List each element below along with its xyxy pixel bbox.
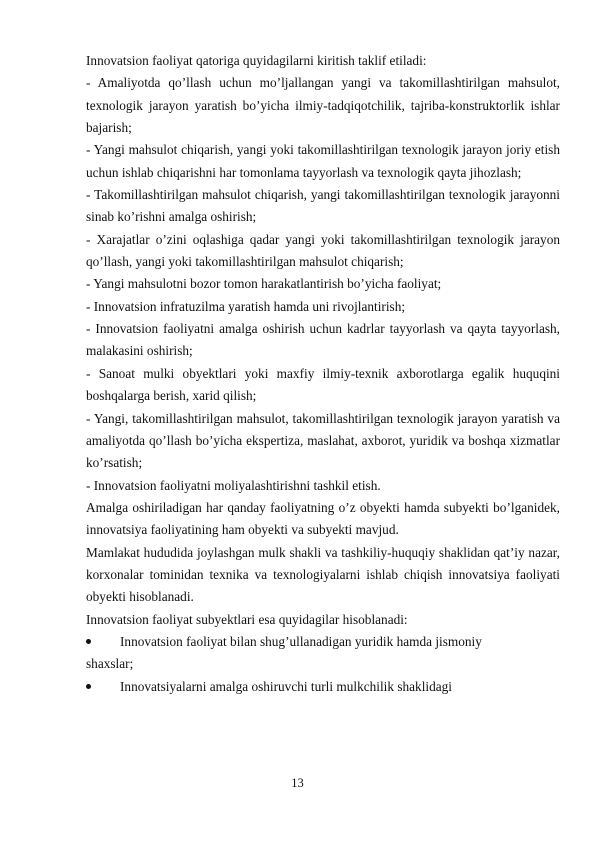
list-item: - Yangi mahsulotni bozor tomon harakatlantirish bo’yicha faoliyat;	[86, 276, 442, 292]
paragraph-object-subject: Amalga oshiriladigan har qanday faoliyatning o’z obyekti hamda subyekti bo’lganidek, innovatsiya faoliyatining ham obyekti va subyekti mavjud.	[86, 499, 560, 538]
bullet-icon	[86, 639, 91, 644]
bullet-item	[86, 676, 560, 698]
document-body	[86, 50, 560, 698]
list-item: - Yangi mahsulot chiqarish, yangi yoki takomillashtirilgan texnologik jarayon joriy etish uchun ishlab chiqarishni har tomonlama tayyorlash va texnologik qayta jihozlash;	[86, 142, 560, 180]
list-item: - Sanoat mulki obyektlari yoki maxfiy ilmiy-texnik axborotlarga egalik huquqini boshqalarga berish, xarid qilish;	[86, 365, 560, 404]
list-item: - Takomillashtirilgan mahsulot chiqarish, yangi takomillashtirilgan texnologik jarayonni sinab ko’rishni amalga oshirish;	[86, 187, 560, 225]
bullet-icon	[86, 684, 91, 689]
paragraph-subjects-intro: Innovatsion faoliyat subyektlari esa quyidagilar hisoblanadi:	[86, 611, 408, 627]
list-item: - Innovatsion faoliyatni amalga oshirish uchun kadrlar tayyorlash va qayta tayyorlash, malakasini oshirish;	[86, 321, 560, 359]
list-item: - Amaliyotda qo’llash uchun mo’ljallangan yangi va takomillashtirilgan mahsulot, texnologik jarayon yaratish bo’yicha ilmiy-tadqiqotchilik, tajriba-konstruktorlik ishlar bajarish;	[86, 75, 560, 136]
bullet-item	[86, 631, 560, 653]
list-item: - Innovatsion faoliyatni moliyalashtirishni tashkil etish.	[86, 477, 381, 493]
paragraph-intro: Innovatsion faoliyat qatoriga quyidagilarni kiritish taklif etiladi:	[86, 53, 427, 68]
list-item: - Yangi, takomillashtirilgan mahsulot, takomillashtirilgan texnologik jarayon yaratish va amaliyotda qo’llash bo’yicha ekspertiza, maslahat, axborot, yuridik va boshqa xizmatlar ko’rsatish;	[86, 410, 560, 471]
bullet-text: Innovatsion faoliyat bilan shug’ullanadigan yuridik hamda jismoniy	[120, 633, 482, 649]
list-item: - Xarajatlar o’zini oqlashiga qadar yangi yoki takomillashtirilgan texnologik jarayon qo’llash, yangi yoki takomillashtirilgan mahsulot chiqarish;	[86, 231, 560, 270]
bullet-continuation: shaxslar;	[86, 656, 134, 672]
list-item: - Innovatsion infratuzilma yaratish hamda uni rivojlantirish;	[86, 298, 406, 314]
paragraph-object-definition: Mamlakat hududida joylashgan mulk shakli va tashkiliy-huquqiy shaklidan qat’iy nazar, korxonalar tominidan texnika va texnologiyalarni ishlab chiqish innovatsiya faoliyati obyekti hisoblanadi.	[86, 544, 560, 605]
bullet-text: Innovatsiyalarni amalga oshiruvchi turli mulkchilik shaklidagi	[120, 678, 452, 694]
page-number: 13	[291, 776, 304, 790]
